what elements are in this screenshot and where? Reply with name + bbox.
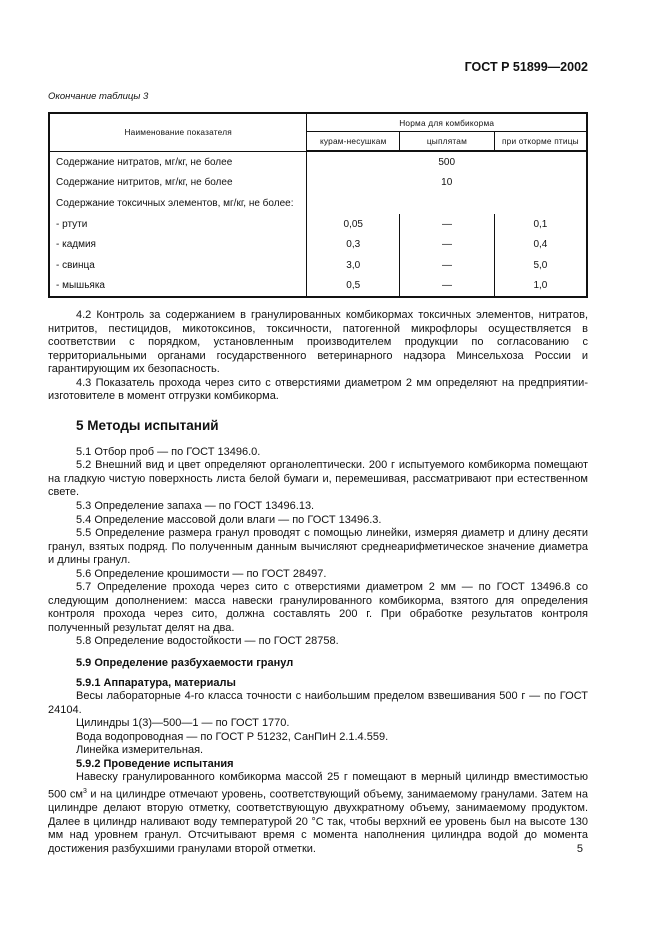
cell: — <box>400 214 495 235</box>
cell: 5,0 <box>533 259 548 271</box>
cell: — <box>400 255 495 276</box>
page-number: 5 <box>576 843 583 855</box>
col-header-hens: курам-несушкам <box>307 132 400 152</box>
paragraph-5-3: 5.3 Определение запаха — по ГОСТ 13496.13. <box>76 500 315 513</box>
row-value: 10 <box>441 177 453 189</box>
col-group-header: Норма для комбикорма <box>307 113 587 132</box>
table-row <box>49 193 587 214</box>
row-value-empty <box>307 193 587 214</box>
paragraph-cylinders: Цилиндры 1(3)—500—1 — по ГОСТ 1770. <box>76 717 290 730</box>
paragraph-4-2: 4.2 Контроль за содержанием в гранулированных комбикормах токсичных элементов, нитратов, нитритов, пестицидов, микотоксинов, токсичности, патогенной микрофлоры осуществляется в соответствии с порядком, установленным производителем продукции по согласованию с территориальными органами государственного ветеринарного надзора Минсельхоза России и гарантирующим их безопасность. <box>48 309 588 376</box>
row-value: 500 <box>438 156 456 168</box>
cell: 0,05 <box>307 214 400 235</box>
table-row <box>49 151 587 173</box>
cell: 3,0 <box>307 255 400 276</box>
table-row <box>49 214 587 235</box>
superscript: 3 <box>82 787 87 795</box>
document-id: ГОСТ Р 51899—2002 <box>464 60 588 74</box>
subsection-heading-5-9: 5.9 Определение разбухаемости гранул <box>76 657 294 670</box>
row-name: - свинца <box>49 255 307 276</box>
text-run: и на цилиндре отмечают уровень, соответствующий объему, занимаемому гранулами. Затем на цилиндре делают вторую отметку, соответствующую двухкратному объему, занимаемому продуктом. Далее в цилиндр наливают воду температурой 20 °С так, чтобы верхний ее уровень был на высоте 130 мм над уровнем гранул. Отсчитывают время с момента наполнения цилиндра водой до момента достижения разбухшими гранулами второй отметки. <box>48 788 588 855</box>
cell: 0,5 <box>307 276 400 298</box>
paragraph-4-3: 4.3 Показатель прохода через сито с отверстиями диаметром 2 мм определяют на предприятии-изготовителе в момент отгрузки комбикорма. <box>48 376 588 403</box>
table-row <box>49 234 587 255</box>
row-name: Содержание нитратов, мг/кг, не более <box>49 151 307 173</box>
table-caption: Окончание таблицы 3 <box>48 91 149 102</box>
cell: 0,4 <box>533 239 548 251</box>
cell: — <box>400 234 495 255</box>
row-name: - ртути <box>49 214 307 235</box>
row-name: - мышьяка <box>49 276 307 298</box>
col-header-chicks: цыплятам <box>400 132 495 152</box>
paragraph-ruler: Линейка измерительная. <box>76 744 204 757</box>
cell: 0,3 <box>307 234 400 255</box>
cell: — <box>400 276 495 298</box>
paragraph-5-7: 5.7 Определение прохода через сито с отверстиями диаметром 2 мм — по ГОСТ 13496.8 со следующим дополнением: масса навески гранулированного комбикорма, взятого для определения контроля прохода через сито, должна составлять 200 г. При обработке результатов контроля полученный результат делят на два. <box>48 581 588 634</box>
table-row <box>49 255 587 276</box>
row-name: Содержание нитритов, мг/кг, не более <box>49 173 307 194</box>
paragraph-5-6: 5.6 Определение крошимости — по ГОСТ 28497. <box>76 567 327 580</box>
subsection-heading-5-9-2: 5.9.2 Проведение испытания <box>76 757 234 770</box>
table-row <box>49 173 587 194</box>
subsection-heading-5-9-1: 5.9.1 Аппаратура, материалы <box>76 676 236 689</box>
row-name: - кадмия <box>49 234 307 255</box>
paragraph-5-4: 5.4 Определение массовой доли влаги — по ГОСТ 13496.3. <box>76 513 382 526</box>
section-heading-5: 5 Методы испытаний <box>76 417 219 433</box>
norms-table <box>48 112 588 298</box>
table-row <box>49 276 587 298</box>
paragraph-test-procedure <box>48 771 588 856</box>
paragraph-5-2: 5.2 Внешний вид и цвет определяют органолептически. 200 г испытуемого комбикорма помещают на гладкую чистую поверхность листа белой бумаги и, перемешивая, рассматривают при естественном свете. <box>48 459 588 499</box>
col-header-name: Наименование показателя <box>49 113 307 151</box>
cell: 1,0 <box>533 280 548 292</box>
document-body <box>48 309 588 856</box>
cell: 0,1 <box>533 218 548 230</box>
paragraph-5-5: 5.5 Определение размера гранул проводят с помощью линейки, измеряя диаметр и длину десяти гранул, взятых подряд. По полученным данным вычисляют среднеарифметическое значение диаметра и длины гранул. <box>48 527 588 567</box>
paragraph-scales: Весы лабораторные 4-го класса точности с наибольшим пределом взвешивания 500 г — по ГОСТ 24104. <box>48 690 588 716</box>
row-name: Содержание токсичных элементов, мг/кг, не более: <box>49 193 307 214</box>
paragraph-water: Вода водопроводная — по ГОСТ Р 51232, СанПиН 2.1.4.559. <box>76 730 389 743</box>
paragraph-5-8: 5.8 Определение водостойкости — по ГОСТ 28758. <box>76 635 339 648</box>
col-header-fattening: при откорме птицы <box>494 132 587 152</box>
text-run: Навеску гранулированного комбикорма массой 25 г помещают в мерный цилиндр вместимостью 500 см <box>48 771 588 801</box>
paragraph-5-1: 5.1 Отбор проб — по ГОСТ 13496.0. <box>76 445 261 458</box>
